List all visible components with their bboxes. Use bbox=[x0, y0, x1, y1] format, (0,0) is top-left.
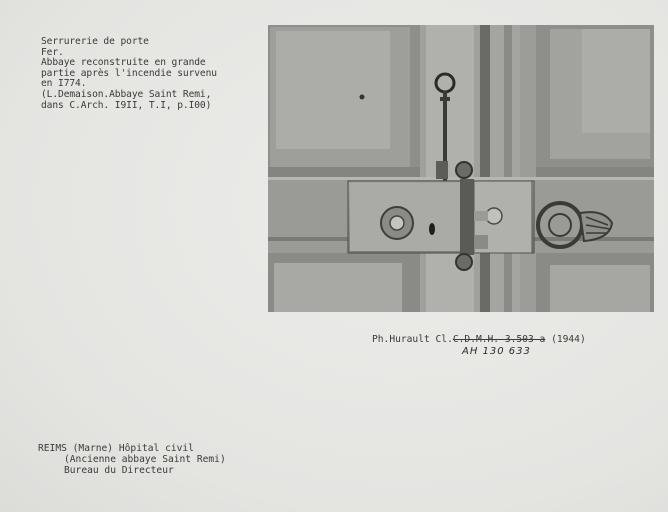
photo-credit bbox=[372, 334, 586, 345]
location-line-1: REIMS (Marne) Hôpital civil bbox=[38, 443, 194, 454]
location-line-3: Bureau du Directeur bbox=[64, 464, 174, 476]
caption-line: dans C.Arch. I9II, T.I, p.I00) bbox=[41, 99, 212, 111]
caption-line: (L.Demaison.Abbaye Saint Remi, bbox=[41, 88, 212, 100]
door-lock-image bbox=[268, 25, 654, 312]
caption-line: Serrurerie de porte bbox=[41, 36, 149, 47]
location-block bbox=[38, 444, 226, 476]
location-line-2: (Ancienne abbaye Saint Remi) bbox=[64, 453, 226, 465]
credit-year: (1944) bbox=[551, 334, 586, 345]
credit-prefix: Ph.Hurault Cl. bbox=[372, 334, 453, 345]
handwritten-reference: AH 130 633 bbox=[462, 346, 531, 357]
credit-struck-reference: C.D.M.H. 3.503 a bbox=[452, 334, 546, 345]
caption-block bbox=[41, 37, 261, 111]
caption-line: Fer. bbox=[41, 46, 64, 58]
caption-line: en I774. bbox=[41, 78, 87, 90]
caption-line: partie après l'incendie survenu bbox=[41, 67, 217, 79]
lock-photograph bbox=[268, 25, 654, 312]
caption-line: Abbaye reconstruite en grande bbox=[41, 57, 206, 69]
